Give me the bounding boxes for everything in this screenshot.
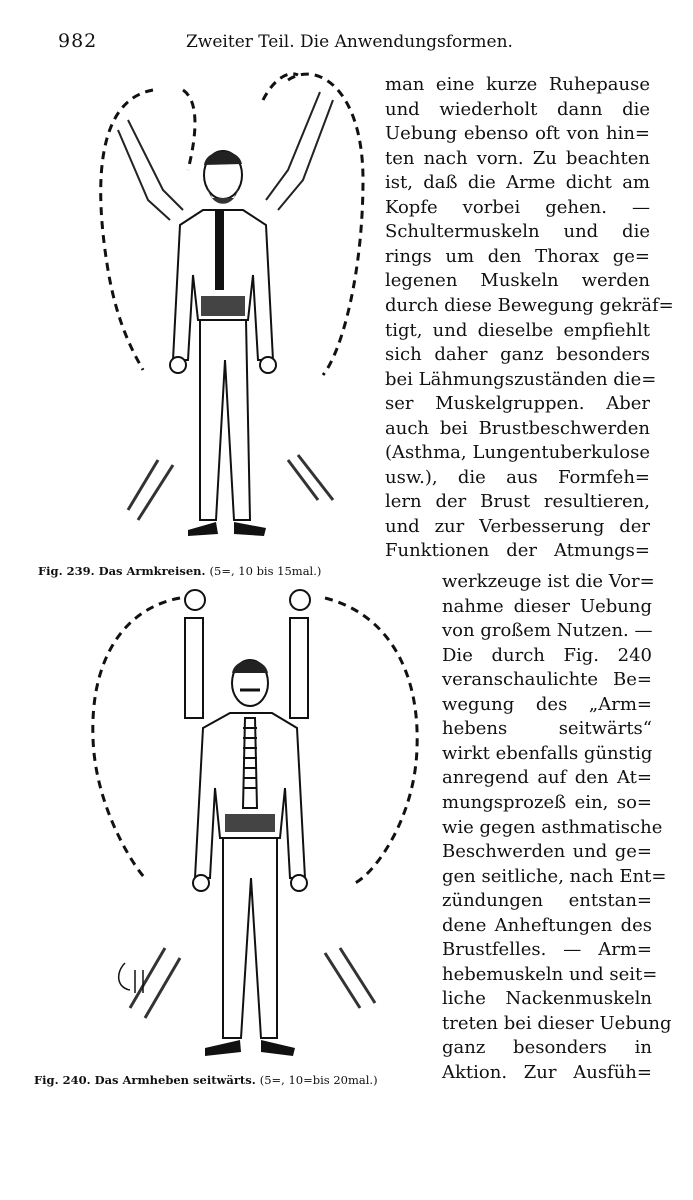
text-line-content: ser Muskelgruppen. Aber <box>385 393 650 415</box>
text-line-content: ist, daß die Arme dicht am <box>385 172 650 194</box>
text-line <box>385 491 650 513</box>
page-number: 982 <box>58 30 98 52</box>
text-line-content: ganz besonders in <box>442 1037 652 1059</box>
figure-240-caption-label: Fig. 240. Das Armheben seitwärts. <box>34 1073 256 1087</box>
text-line <box>442 571 655 593</box>
text-line <box>385 172 650 194</box>
text-line <box>385 418 650 440</box>
text-line-content: nahme dieser Uebung <box>442 595 652 617</box>
text-line-content: werkzeuge ist die Vor= <box>442 571 655 592</box>
text-line <box>385 123 650 145</box>
text-line-content: Aktion. Zur Ausfüh= <box>442 1062 652 1083</box>
text-line <box>385 344 650 366</box>
text-line <box>385 246 650 268</box>
figure-240-illustration <box>85 578 430 1068</box>
text-line-content: mungsprozeß ein, so= <box>442 791 652 813</box>
text-line <box>385 294 674 317</box>
text-line-content: hebemuskeln und seit= <box>442 963 658 985</box>
text-line-content: ten nach vorn. Zu beachten <box>385 147 650 169</box>
text-line <box>442 963 658 986</box>
text-line-content: treten bei dieser Uebung <box>442 1012 672 1034</box>
text-line-content: lern der Brust resultieren, <box>385 491 650 513</box>
text-line <box>385 99 650 121</box>
text-line <box>385 368 657 391</box>
text-line <box>385 221 650 243</box>
text-line-content: Die durch Fig. 240 <box>442 644 652 666</box>
text-line <box>385 393 650 415</box>
text-line <box>385 516 650 538</box>
text-line-content: (Asthma, Lungentuberkulose <box>385 442 650 464</box>
text-line <box>442 645 652 667</box>
text-line-content: hebens seitwärts“ <box>442 718 652 740</box>
text-line <box>442 1037 652 1059</box>
text-line-content: durch diese Bewegung gekräf= <box>385 294 674 316</box>
text-line-content: man eine kurze Ruhepause <box>385 74 650 95</box>
text-line <box>385 197 650 219</box>
text-line <box>442 718 652 740</box>
text-line <box>442 743 652 765</box>
figure-239-caption-label: Fig. 239. Das Armkreisen. <box>38 564 206 578</box>
text-line-content: veranschaulichte Be= <box>442 669 652 691</box>
text-line-content: und zur Verbesserung der <box>385 515 650 537</box>
text-line <box>442 816 663 839</box>
text-line-content: wie gegen asthmatische <box>442 816 663 838</box>
running-title: Zweiter Teil. Die Anwendungsformen. <box>186 32 513 52</box>
text-line-content: rings um den Thorax ge= <box>385 245 650 267</box>
text-line <box>442 1062 652 1084</box>
text-line-content: dene Anheftungen des <box>442 914 652 936</box>
text-line-content: Beschwerden und ge= <box>442 841 652 863</box>
text-line <box>385 320 650 342</box>
text-line-content: bei Lähmungszuständen die= <box>385 368 657 390</box>
text-line <box>385 270 650 292</box>
text-line-content: Funktionen der Atmungs= <box>385 540 650 562</box>
text-line <box>385 540 650 562</box>
text-line-content: tigt, und dieselbe empfiehlt <box>385 319 650 341</box>
text-line <box>385 442 650 464</box>
text-line-content: auch bei Brustbeschwerden <box>385 417 650 439</box>
text-line-content: Schultermuskeln und die <box>385 221 650 243</box>
text-line-content: sich daher ganz besonders <box>385 344 650 366</box>
text-line-content: Uebung ebenso oft von hin= <box>385 123 650 145</box>
figure-239-caption-note: (5=, 10 bis 15mal.) <box>209 564 322 578</box>
text-line-content: wirkt ebenfalls günstig <box>442 742 653 764</box>
text-line-content: liche Nackenmuskeln <box>442 988 652 1010</box>
text-line <box>385 74 650 96</box>
text-line <box>442 596 652 618</box>
text-line <box>442 988 652 1010</box>
text-line <box>442 841 652 863</box>
text-line-content: gen seitliche, nach Ent= <box>442 865 667 887</box>
text-line <box>442 865 667 888</box>
figure-239-caption <box>38 564 321 578</box>
figure-240-caption-note: (5=, 10=bis 20mal.) <box>259 1073 378 1087</box>
text-line-content: legenen Muskeln werden <box>385 270 650 292</box>
figure-239-illustration <box>88 60 378 560</box>
text-line-content: von großem Nutzen. — <box>442 620 653 642</box>
text-line <box>442 620 652 642</box>
text-line <box>442 890 652 912</box>
text-line-content: anregend auf den At= <box>442 767 652 789</box>
text-line-content: zündungen entstan= <box>442 890 652 912</box>
text-line-content: wegung des „Arm= <box>442 693 652 715</box>
text-line-content: und wiederholt dann die <box>385 98 650 120</box>
text-line <box>442 792 652 814</box>
text-line <box>442 767 652 789</box>
text-line <box>385 148 650 170</box>
figure-240-caption <box>34 1073 378 1087</box>
text-line <box>442 1012 672 1035</box>
text-line-content: Kopfe vorbei gehen. — <box>385 196 650 218</box>
text-line <box>442 669 652 691</box>
text-line-content: usw.), die aus Formfeh= <box>385 466 650 488</box>
text-line <box>442 694 652 716</box>
text-line <box>442 915 652 937</box>
text-line <box>385 467 650 489</box>
text-line-content: Brustfelles. — Arm= <box>442 939 652 961</box>
text-line <box>442 939 652 961</box>
